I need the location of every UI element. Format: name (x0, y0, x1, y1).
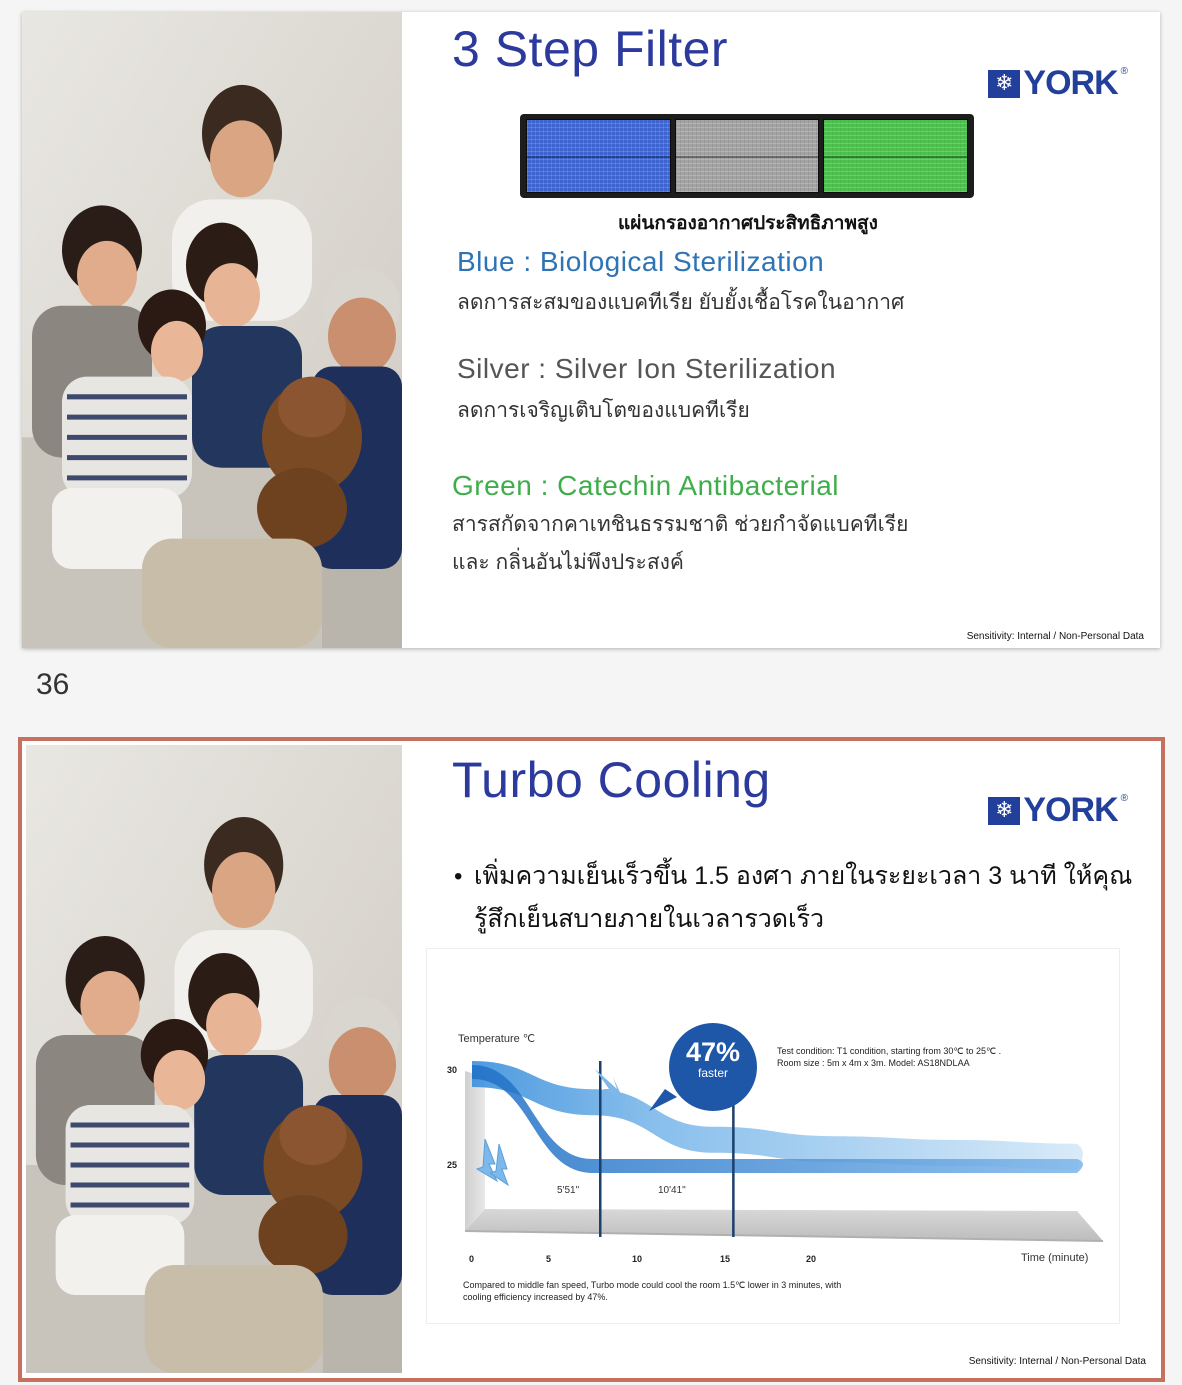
feature-desc-green-line2: และ กลิ่นอันไม่พึงประสงค์ (452, 551, 684, 574)
slide-3-step-filter (22, 12, 1160, 648)
chart-wall (465, 1071, 485, 1231)
x-tick-20: 20 (806, 1254, 817, 1264)
y-axis-label: Temperature ℃ (458, 1033, 536, 1045)
registered-mark: ® (1120, 793, 1128, 804)
x-tick-5: 5 (546, 1254, 552, 1264)
y-tick-30: 30 (447, 1065, 458, 1075)
feature-desc-green-line1: สารสกัดจากคาเทชินธรรมชาติ ช่วยกำจัดแบคทีเรีย (452, 513, 909, 536)
feature-heading-silver: Silver : Silver Ion Sterilization (457, 353, 837, 384)
footnote-line-2: cooling efficiency increased by 47%. (463, 1292, 608, 1302)
footnote-line-1: Compared to middle fan speed, Turbo mode could cool the room 1.5℃ lower in 3 minutes, with (463, 1280, 842, 1290)
slide-title: Turbo Cooling (452, 752, 771, 808)
snowflake-icon: ❄ (988, 797, 1020, 825)
family-photo (22, 12, 402, 648)
logo-wordmark: YORK (1023, 64, 1118, 102)
slide-turbo-cooling[interactable] (26, 745, 1158, 1373)
filter-graphic (520, 114, 974, 198)
x-tick-10: 10 (632, 1254, 643, 1264)
feature-heading-blue: Blue : Biological Sterilization (457, 246, 825, 277)
feature-heading-green: Green : Catechin Antibacterial (452, 470, 839, 501)
filter-caption: แผ่นกรองอากาศประสิทธิภาพสูง (618, 213, 878, 234)
registered-mark: ® (1120, 66, 1128, 77)
page-number: 36 (36, 668, 70, 701)
marker-label-1: 5'51" (557, 1185, 580, 1196)
slide-title: 3 Step Filter (452, 21, 729, 77)
family-photo (26, 745, 402, 1373)
bullet-symbol: • (454, 863, 463, 890)
test-condition-line-2: Room size : 5m x 4m x 3m. Model: AS18NDLAA (777, 1058, 970, 1068)
x-axis-label: Time (minute) (1021, 1252, 1089, 1264)
test-condition-line-1: Test condition: T1 condition, starting from 30℃ to 25℃ . (777, 1046, 1002, 1056)
logo-wordmark: YORK (1023, 791, 1118, 829)
bullet-point (454, 855, 1134, 941)
york-logo (988, 64, 1128, 103)
x-tick-0: 0 (469, 1254, 475, 1264)
bullet-line-2: รู้สึกเย็นสบายภายในเวลารวดเร็ว (474, 905, 825, 933)
y-tick-25: 25 (447, 1160, 458, 1170)
feature-desc-silver: ลดการเจริญเติบโตของแบคทีเรีย (457, 399, 750, 422)
snowflake-icon: ❄ (988, 70, 1020, 98)
silver-filter-segment (675, 119, 820, 193)
feature-desc-blue: ลดการสะสมของแบคทีเรีย ยับยั้งเชื้อโรคในอากาศ (457, 291, 905, 314)
badge-text: faster (697, 1066, 729, 1080)
family-photo-illustration (26, 745, 402, 1373)
york-logo (988, 791, 1128, 830)
family-photo-illustration (22, 12, 402, 648)
badge-value: 47% (685, 1037, 741, 1067)
marker-label-2: 10'41" (658, 1185, 686, 1196)
bullet-line-1: เพิ่มความเย็นเร็วขึ้น 1.5 องศา ภายในระยะเวลา 3 นาที ให้คุณ (474, 862, 1133, 890)
chart-svg (427, 949, 1121, 1325)
sensitivity-label: Sensitivity: Internal / Non-Personal Data (966, 631, 1144, 642)
x-tick-15: 15 (720, 1254, 731, 1264)
turbo-cooling-chart (426, 948, 1120, 1324)
blue-filter-segment (526, 119, 671, 193)
green-filter-segment (823, 119, 968, 193)
sensitivity-label: Sensitivity: Internal / Non-Personal Data (968, 1356, 1146, 1367)
